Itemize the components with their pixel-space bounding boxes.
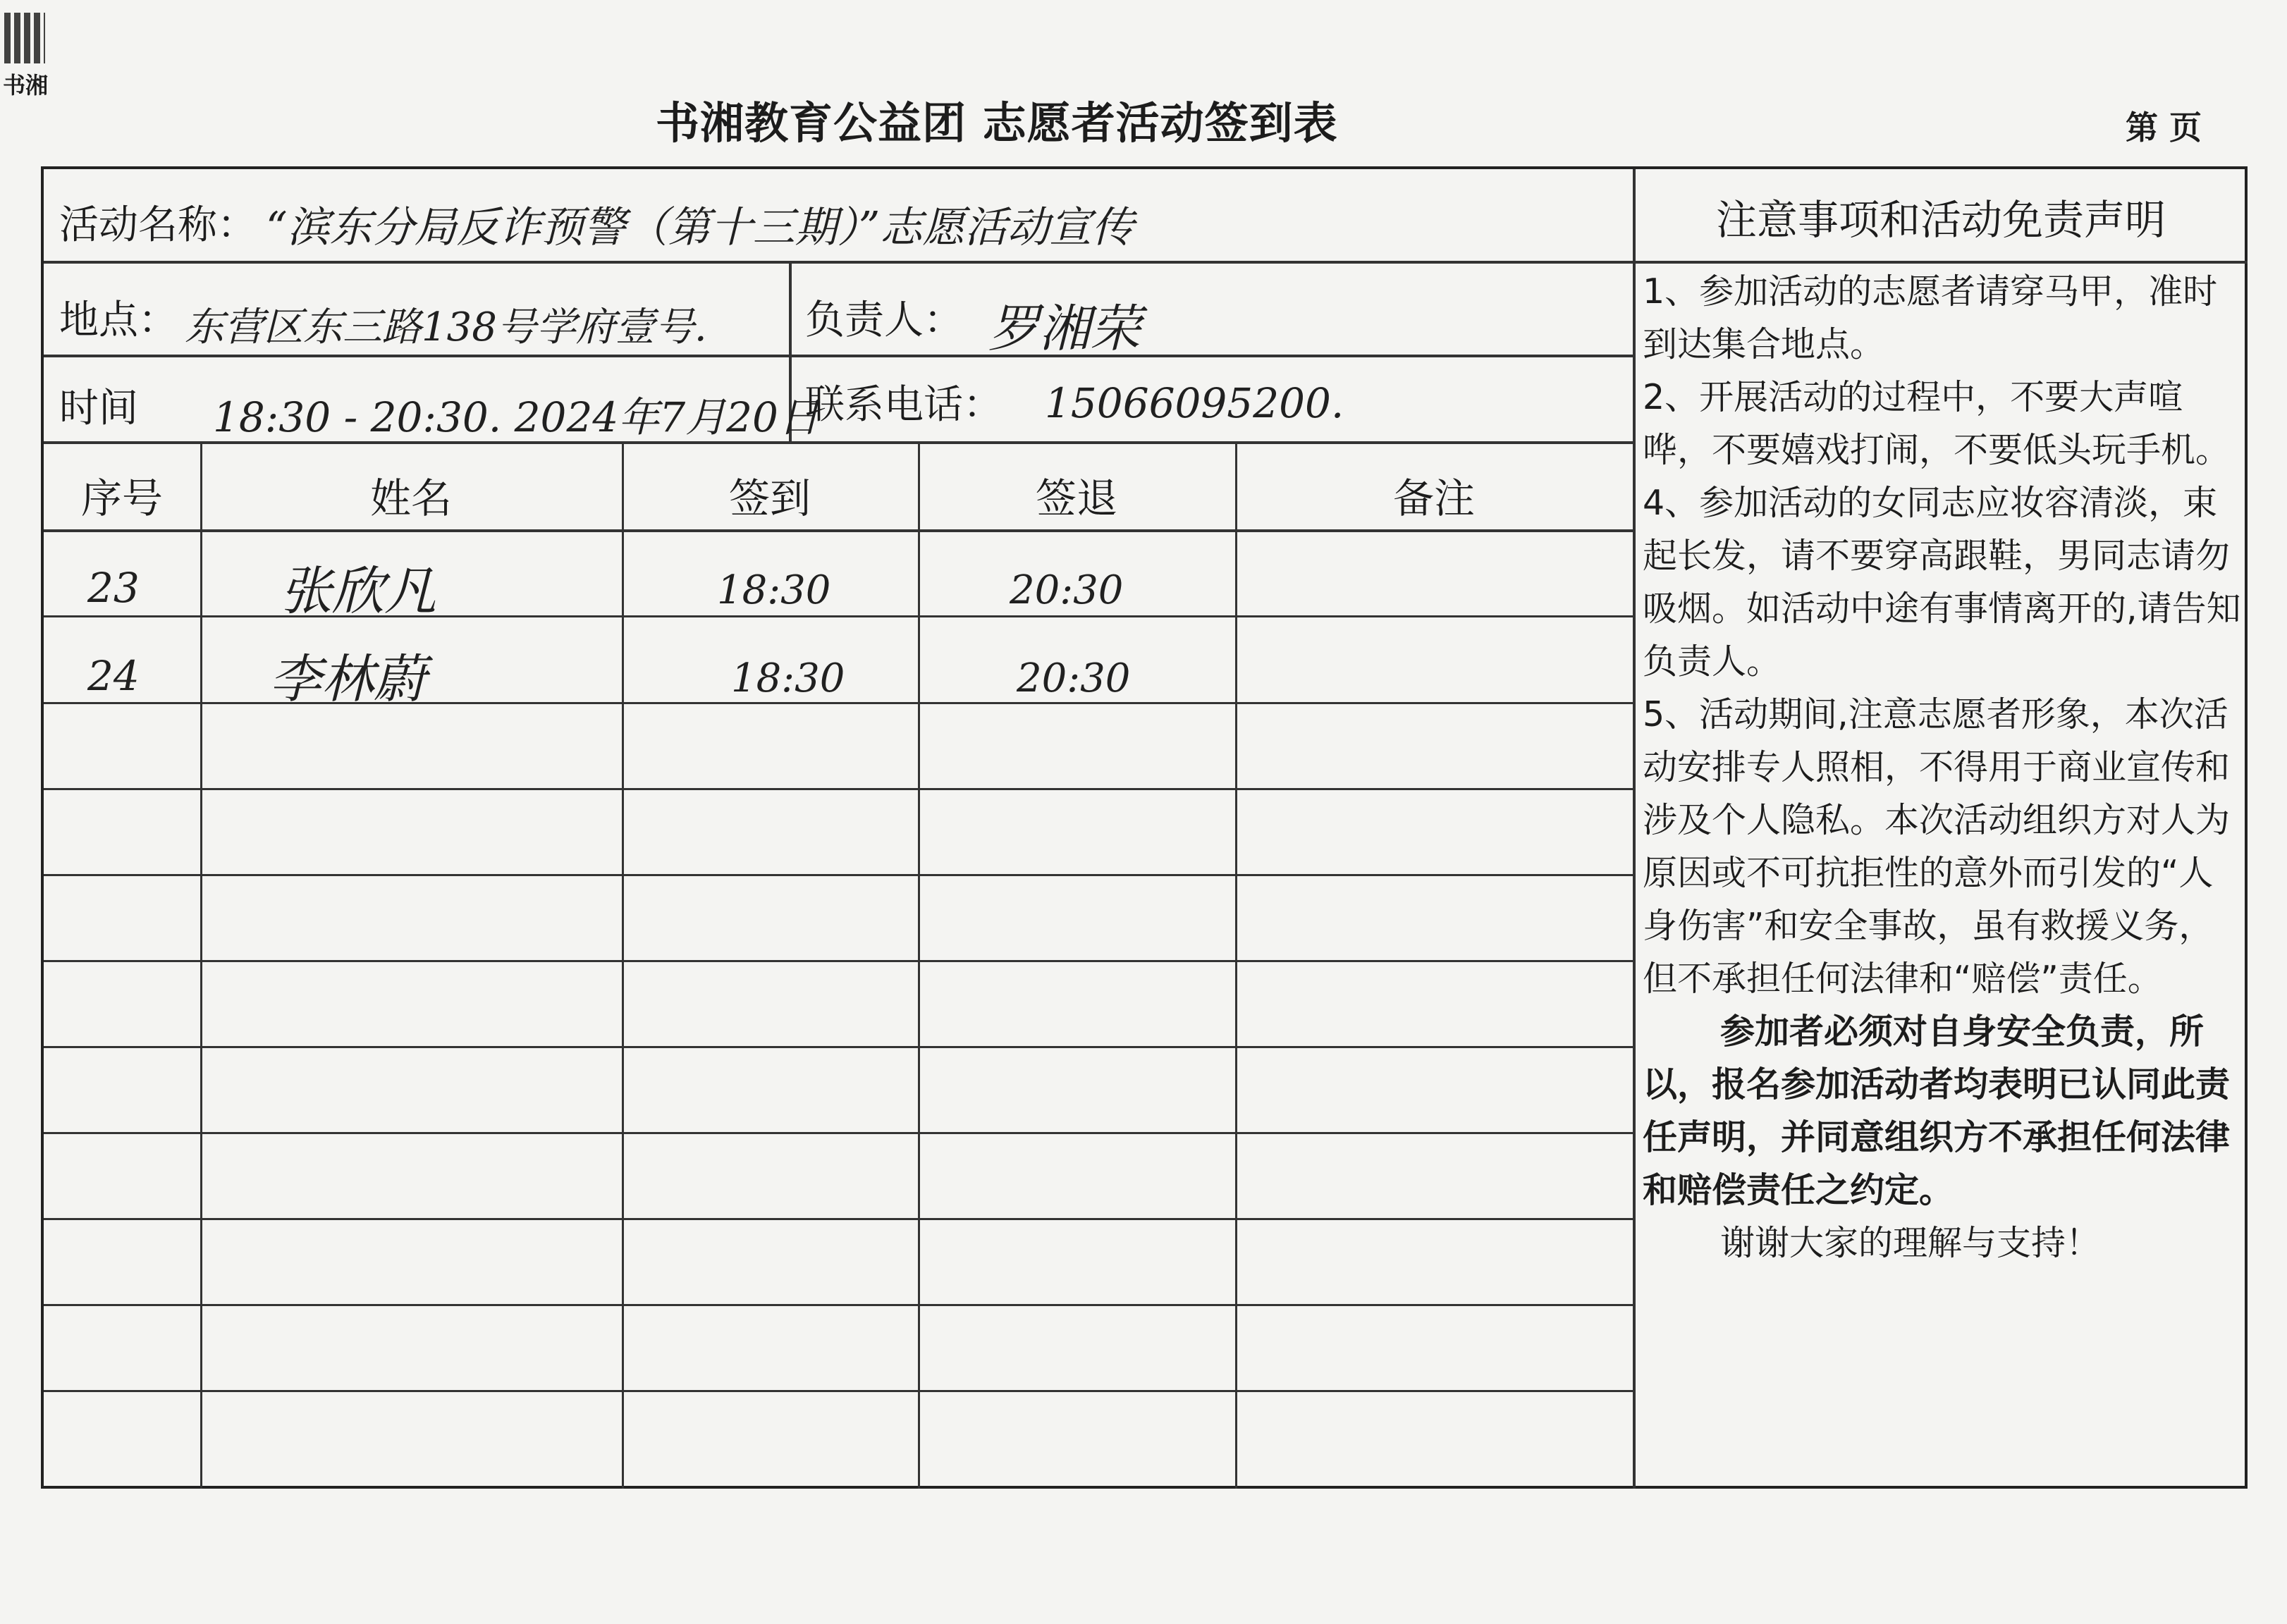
table-row-divider	[44, 788, 1634, 790]
header-sign-in: 签到	[728, 474, 811, 522]
logo-text: 书湘	[3, 72, 49, 99]
table-row-divider	[44, 1046, 1634, 1048]
thanks-text: 谢谢大家的理解与支持！	[1720, 1223, 2101, 1263]
notice-title: 注意事项和活动免责声明	[1715, 196, 2166, 244]
notice-divider	[1633, 169, 1636, 1489]
table-row-divider	[44, 960, 1634, 962]
table-col-divider	[200, 443, 202, 1489]
logo	[0, 13, 78, 97]
notice-item-2: 2、开展活动的过程中，不要大声喧哗，不要嬉戏打闹，不要低头玩手机。	[1643, 377, 2231, 470]
logo-mark-icon	[4, 13, 45, 63]
row-2-no: 24	[87, 652, 140, 700]
phone-value: 15066095200.	[1045, 379, 1344, 427]
header-sign-out: 签退	[1035, 474, 1117, 522]
activity-value: “滨东分局反诈预警（第十三期）”志愿活动宣传	[266, 203, 1134, 252]
header-name: 姓名	[369, 474, 452, 522]
row-2-sign-out: 20:30	[1017, 656, 1131, 701]
row-1-name: 张欣凡	[280, 561, 436, 622]
header-no: 序号	[80, 474, 163, 522]
table-row-divider	[44, 874, 1634, 876]
page-number-label: 第 页	[2126, 109, 2202, 147]
row-2-sign-in: 18:30	[731, 656, 845, 701]
location-label: 地点：	[59, 297, 178, 343]
location-value: 东营区东三路138号学府壹号.	[185, 304, 707, 350]
table-col-divider	[622, 443, 624, 1489]
table-row-divider	[44, 1304, 1634, 1306]
phone-label: 联系电话：	[805, 382, 1003, 428]
liability-statement: 参加者必须对自身安全负责，所以，报名参加活动者均表明已认同此责任声明，并同意组织方不承担任何法律和赔偿责任之约定。	[1643, 1011, 2231, 1210]
header-note: 备注	[1392, 474, 1475, 522]
notice-item-4: 4、参加活动的女同志应妆容清淡，束起长发，请不要穿高跟鞋，男同志请勿吸烟。如活动中途有事情离开的,请告知负责人。	[1643, 483, 2241, 682]
row-1-no: 23	[87, 564, 140, 612]
notice-item-5: 5、活动期间,注意志愿者形象，本次活动安排专人照相，不得用于商业宣传和涉及个人隐私。本次活动组织方对人为原因或不可抗拒性的意外而引发的“人身伤害”和安全事故，虽有救援义务，但不承担任何法律和“赔偿”责任。	[1643, 694, 2231, 999]
table-col-divider	[918, 443, 920, 1489]
table-header-divider	[44, 529, 1634, 532]
time-value: 18:30 - 20:30. 2024年7月20日	[213, 393, 819, 441]
page-title: 书湘教育公益团 志愿者活动签到表	[656, 97, 1338, 149]
time-label: 时间	[59, 386, 138, 431]
table-col-divider	[1235, 443, 1237, 1489]
row-divider	[44, 355, 1634, 357]
table-row-divider	[44, 1218, 1634, 1220]
table-row-divider	[44, 1132, 1634, 1134]
row-2-name: 李林蔚	[269, 649, 426, 710]
row-divider	[44, 261, 2248, 264]
activity-label: 活动名称：	[59, 202, 257, 248]
notice-body	[1643, 265, 2242, 1269]
row-1-sign-in: 18:30	[717, 567, 831, 613]
leader-label: 负责人：	[805, 297, 963, 343]
notice-item-1: 1、参加活动的志愿者请穿马甲，准时到达集合地点。	[1643, 271, 2218, 364]
leader-value: 罗湘荣	[988, 299, 1141, 358]
table-row-divider	[44, 1390, 1634, 1392]
row-1-sign-out: 20:30	[1010, 567, 1124, 613]
